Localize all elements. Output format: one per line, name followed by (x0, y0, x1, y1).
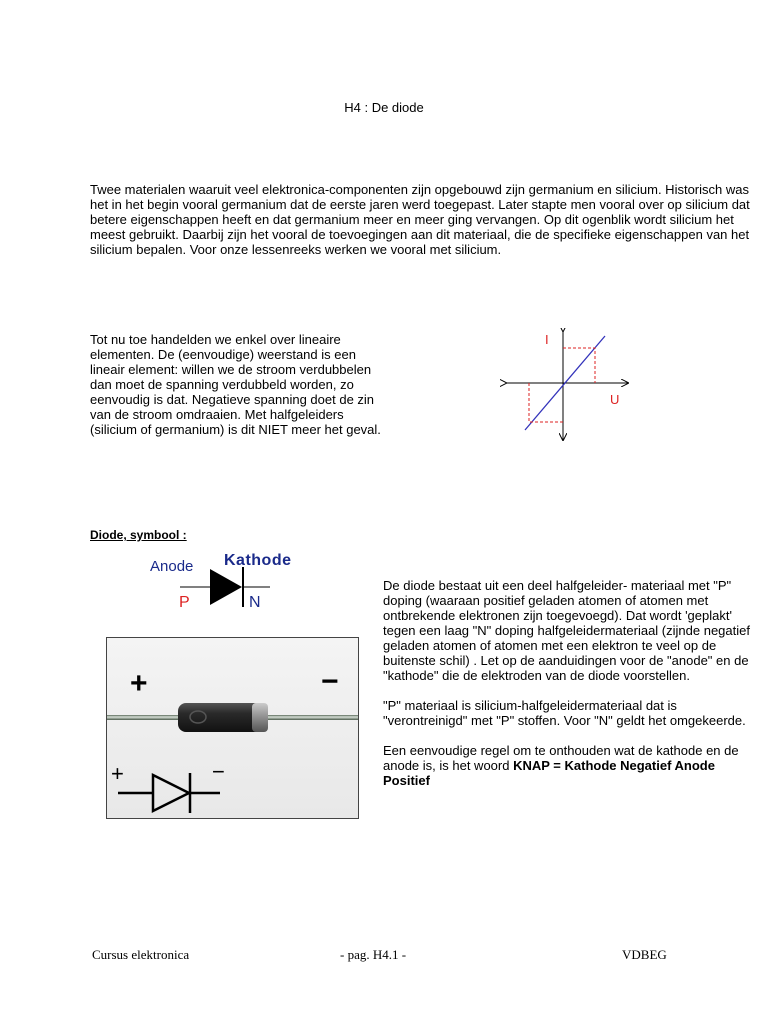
dashed-projection-negative (529, 383, 563, 422)
n-label: N (249, 594, 261, 611)
kathode-label: Kathode (224, 552, 292, 569)
symbol-plus-label: + (111, 761, 124, 786)
symbol-minus-label: − (212, 759, 225, 784)
description-paragraph-3 (383, 743, 758, 788)
description-paragraph-2: "P" materiaal is silicium-halfgeleidermateriaal dat is "verontreinigd" met "P" stoffen. Voor "N" geldt het omgekeerde. (383, 698, 746, 728)
diode-triangle (210, 569, 242, 605)
p-label: P (179, 594, 190, 611)
linear-elements-paragraph: Tot nu toe handelden we enkel over lineaire elementen. De (eenvoudige) weerstand is een lineair element: willen we de stroom verdubbelen dan moet de spanning verdubbeld worden, zo eenvoudig is dat. Negatieve spanning doet de zin van de stroom omdraaien. Met halfgeleiders (silicium of germanium) is dit NIET meer het geval. (90, 332, 381, 437)
description-paragraph-1: De diode bestaat uit een deel halfgeleider- materiaal met "P" doping (waaraan positief geladen atomen of atomen met ontbrekende elektronen zijn toegevoegd). Dat wordt 'geplakt' tegen een laag "N" doping halfgeleidermateriaal (zijnde negatief geladen atomen of atomen met een elektron te veel op de buitenste schil) . Let op de aanduidingen voor de "anode" en de "kathode" die de elektroden van de diode voorstellen. (383, 578, 750, 683)
x-axis-label: U (610, 392, 620, 407)
photo-minus-label: − (321, 665, 339, 698)
section-heading: Diode, symbool : (90, 528, 187, 542)
y-axis-label: I (545, 332, 549, 347)
footer-course-name: Cursus elektronica (92, 947, 190, 962)
cathode-band (252, 703, 268, 732)
footer-author: VDBEG (622, 947, 667, 962)
knap-rule-bold: KNAP = Kathode Negatief Anode Positief (383, 758, 715, 788)
page-title: H4 : De diode (344, 100, 424, 115)
anode-label: Anode (150, 558, 194, 575)
knap-rule-text: Een eenvoudige regel om te onthouden wat de kathode en de anode is, is het woord (383, 743, 739, 773)
diode-symbol-figure (148, 547, 318, 615)
photo-plus-label: + (130, 667, 148, 700)
diode-photo (106, 637, 359, 819)
footer-page-number: - pag. H4.1 - (340, 947, 407, 962)
intro-paragraph: Twee materialen waaruit veel elektronica-componenten zijn opgebouwd zijn germanium en silicium. Historisch was het in het begin vooral germanium dat de eerste jaren werd toegepast. Later stapte men vooral over op silicium dat betere eigenschappen heeft en dat germanium meer en meer ging vervangen. Op dit ogenblik wordt silicium het meest gebruikt. Daarbij zijn het vooral de toevoegingen aan dit materiaal, die de specifieke eigenschappen van het silicium bepalen. Voor onze lessenreeks werken we vooral met silicium. (90, 182, 750, 257)
iu-characteristic-graph (500, 328, 634, 444)
diode-description (383, 578, 758, 803)
